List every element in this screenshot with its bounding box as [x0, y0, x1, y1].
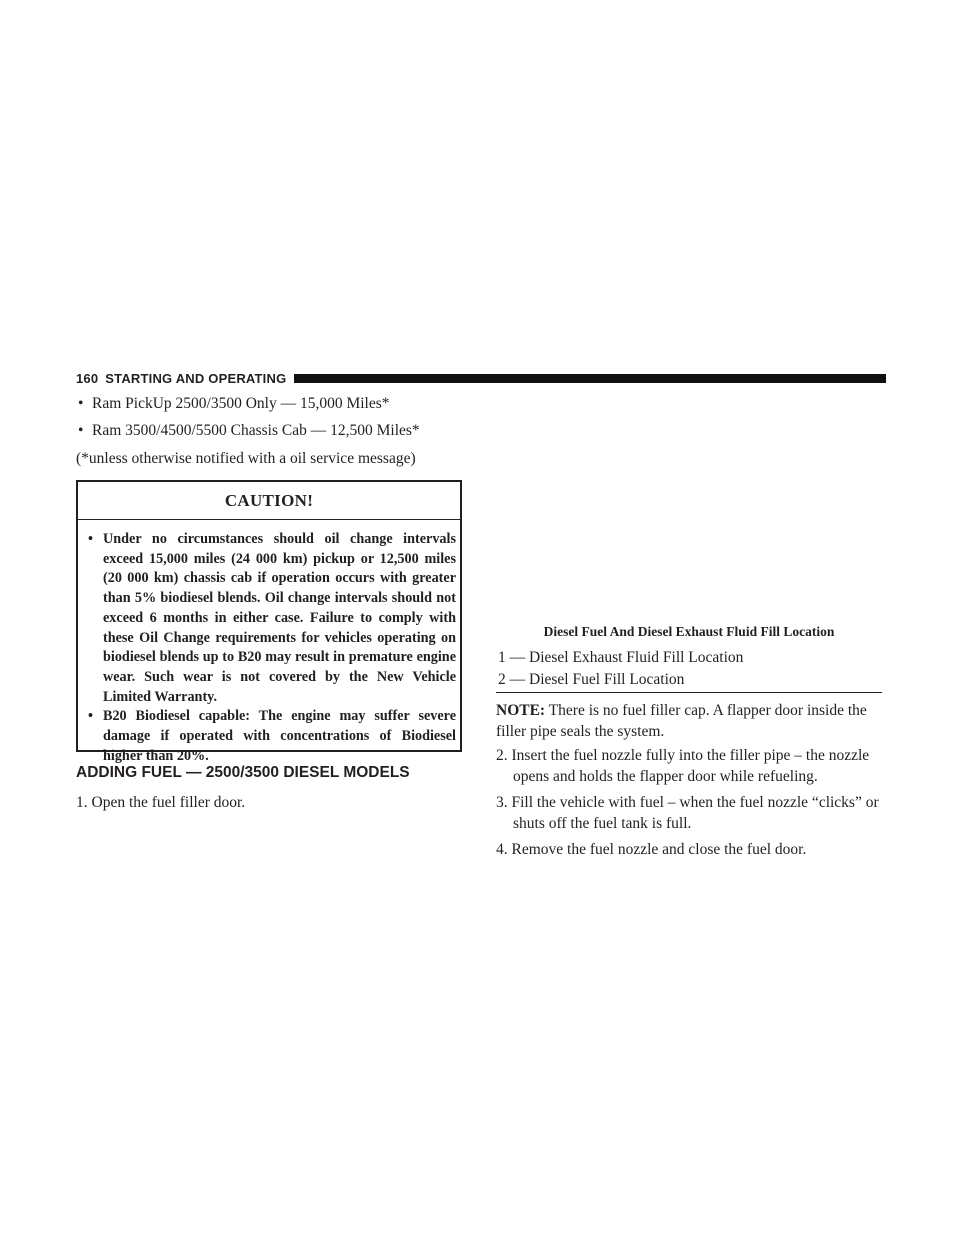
section-heading: ADDING FUEL — 2500/3500 DIESEL MODELS [76, 764, 410, 781]
caution-item: • B20 Biodiesel capable: The engine may suffer severe damage if operated with concentrations of Biodiesel higher than 20%. [88, 708, 456, 764]
step-3: 3. Fill the vehicle with fuel – when the fuel nozzle “clicks” or shuts off the fuel tank is full. [496, 794, 879, 832]
step-2: 2. Insert the fuel nozzle fully into the filler pipe – the nozzle opens and holds the flapper door while refueling. [496, 747, 870, 785]
bullet-icon: • [78, 422, 84, 439]
caution-item: • Under no circumstances should oil change intervals exceed 15,000 miles (24 000 km) pickup or 12,500 miles (20 000 km) chassis cab if operation occurs with greater than 5% biodiesel blends. Oil change intervals should not exceed 6 months in either case. Failure to comply with these Oil Change requirements for vehicles operating on biodiesel blends up to B20 may result in premature engine wear. Such wear is not covered by the New Vehicle Limited Warranty. [88, 531, 456, 705]
bullet-icon: • [78, 395, 84, 412]
list-item: • Ram 3500/4500/5500 Chassis Cab — 12,500 Miles* [78, 422, 420, 439]
note-text: There is no fuel filler cap. A flapper door inside the filler pipe seals the system. [496, 702, 867, 740]
legend-divider [496, 692, 882, 693]
note-paragraph [496, 701, 884, 742]
bullet-icon: • [88, 708, 93, 725]
section-title: STARTING AND OPERATING [105, 370, 287, 386]
figure-caption: Diesel Fuel And Diesel Exhaust Fluid Fill Location [543, 624, 835, 639]
legend-item: 1 — Diesel Exhaust Fluid Fill Location [498, 649, 744, 666]
footnote: (*unless otherwise notified with a oil service message) [76, 450, 416, 467]
header-rule [294, 374, 886, 383]
caution-box [76, 480, 462, 764]
step-4: 4. Remove the fuel nozzle and close the fuel door. [496, 841, 807, 858]
list-item: • Ram PickUp 2500/3500 Only — 15,000 Miles* [78, 395, 390, 412]
note-label: NOTE: [496, 702, 546, 719]
page-header [76, 368, 886, 388]
step-1: 1. Open the fuel filler door. [76, 794, 246, 811]
page-number: 160 [76, 370, 99, 386]
caution-list [78, 520, 460, 766]
caution-title: CAUTION! [78, 482, 460, 520]
legend-item: 2 — Diesel Fuel Fill Location [498, 671, 685, 688]
bullet-icon: • [88, 531, 93, 547]
